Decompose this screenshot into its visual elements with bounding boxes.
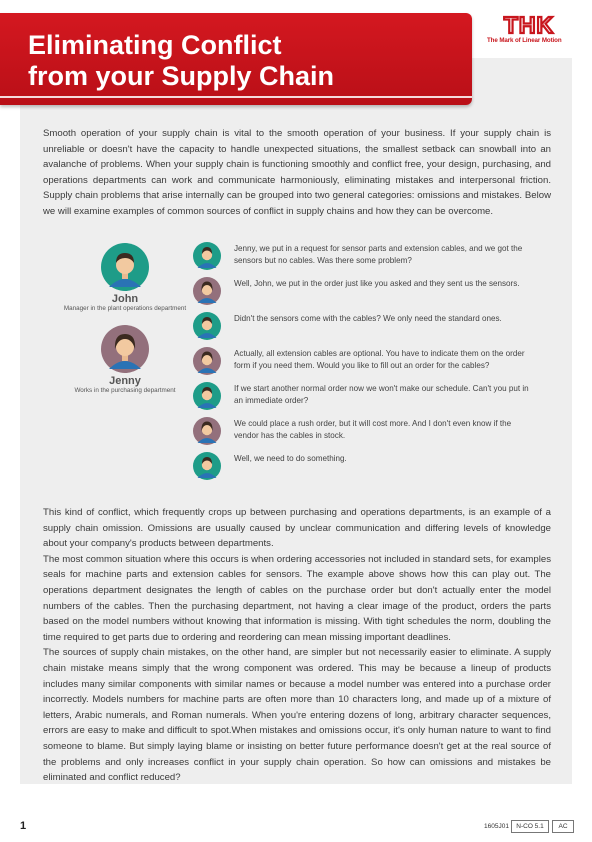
doc-box-2: AC (552, 820, 574, 833)
dialogue-text: If we start another normal order now we won't make our schedule. Can't you put in an immediate order? (234, 384, 529, 406)
page-footer (0, 819, 592, 839)
jenny-small-avatar-icon (193, 417, 221, 445)
page-title-line-2: from your Supply Chain (28, 61, 335, 91)
page-title (28, 30, 334, 92)
doc-code: 1605J01 (484, 823, 509, 830)
dialogue-text: Jenny, we put in a request for sensor parts and extension cables, and we got the sensors but no cables. Was there some problem? (234, 244, 523, 266)
body-text (43, 505, 551, 786)
doc-box-1: N-CO 5.1 (511, 820, 549, 833)
john-small-avatar-icon (193, 452, 221, 480)
john-small-avatar-icon (193, 242, 221, 270)
person-john (50, 243, 200, 312)
logo-tagline: The Mark of Linear Motion (487, 37, 562, 44)
dialogue-text: Well, John, we put in the order just like you asked and they sent us the sensors. (234, 279, 520, 288)
page-number: 1 (20, 820, 27, 832)
jenny-name: Jenny (109, 375, 141, 387)
jenny-avatar-icon (101, 325, 149, 373)
jenny-role: Works in the purchasing department (74, 387, 176, 394)
john-small-avatar-icon (193, 382, 221, 410)
dialogue-text: Actually, all extension cables are optional. You have to indicate them on the order form if you need them. Would you like to fill out an order for the cables? (234, 349, 525, 371)
jenny-small-avatar-icon (193, 347, 221, 375)
svg-text:THK: THK (503, 14, 555, 36)
page-title-line-1: Eliminating Conflict (28, 30, 282, 60)
john-role: Manager in the plant operations department (63, 305, 187, 312)
thk-logo (487, 14, 571, 44)
body-paragraph-3: The sources of supply chain mistakes, on the other hand, are simpler but not necessarily easier to eliminate. A supply chain mistake means simply that the wrong component was ordered. This may be because a lineup of products includes many similar components with similar names or because a model number was entered into a purchase order incorrectly. Models numbers for machine parts are often more than 10 characters long, and made up of a mixture of letters, Arabic numerals, and Roman numerals. When you're entering dozens of long, arbitrary character sequences, errors are easy to make and difficult to spot.When mistakes and omissions occur, it's only human nature to want to find someone to blame. But simply laying blame or insisting on better future performance doesn't get at the real source of the problems and only increases conflict in your supply chain operation. So how can omissions and mistakes be eliminated and conflict reduced? (43, 647, 551, 784)
john-avatar-icon (101, 243, 149, 291)
dialogue-text: We could place a rush order, but it will cost more. And I don't even know if the vendor has the cables in stock. (234, 419, 512, 441)
title-banner-underline (0, 96, 472, 98)
dialogue-text: Didn't the sensors come with the cables? We only need the standard ones. (234, 314, 502, 323)
body-paragraph-1: This kind of conflict, which frequently crops up between purchasing and operations departments, is an example of a supply chain omission. Omissions are usually caused by unclear communication and differing levels of knowledge about your company's products between departments. (43, 507, 551, 550)
person-jenny (50, 325, 200, 394)
jenny-small-avatar-icon (193, 277, 221, 305)
thk-logo-mark (487, 14, 571, 36)
dialogue-text: Well, we need to do something. (234, 454, 347, 463)
john-small-avatar-icon (193, 312, 221, 340)
body-paragraph-2: The most common situation where this occurs is when ordering accessories not included in standard sets, for examples seals for machine parts and extension cables for sensors. The example above shows how this can play out. The operations department designates the length of cables on the purchase order but don't actually enter the model numbers of the cables. Then the purchasing department, not having a clear image of the product, orders the parts based on the model numbers without knowing that information is missing. With tight schedules the norm, doubling the time required to get parts due to ordering and reordering can mean missing important deadlines. (43, 553, 551, 643)
john-name: John (111, 293, 139, 305)
intro-paragraph: Smooth operation of your supply chain is vital to the smooth operation of your business. If your supply chain is unreliable or doesn't have the capacity to handle unexpected situations, the smallest setback can snowball into an avalanche of problems. When your supply chain is functioning smoothly and conflict free, your design, purchasing, and operations departments can work and communicate harmoniously, eliminating mistakes and interpersonal friction. Supply chain problems that arise internally can be grouped into two general categories: omissions and mistakes. Below we will examine examples of common sources of conflict in supply chains and how they can be overcome. (43, 128, 551, 217)
